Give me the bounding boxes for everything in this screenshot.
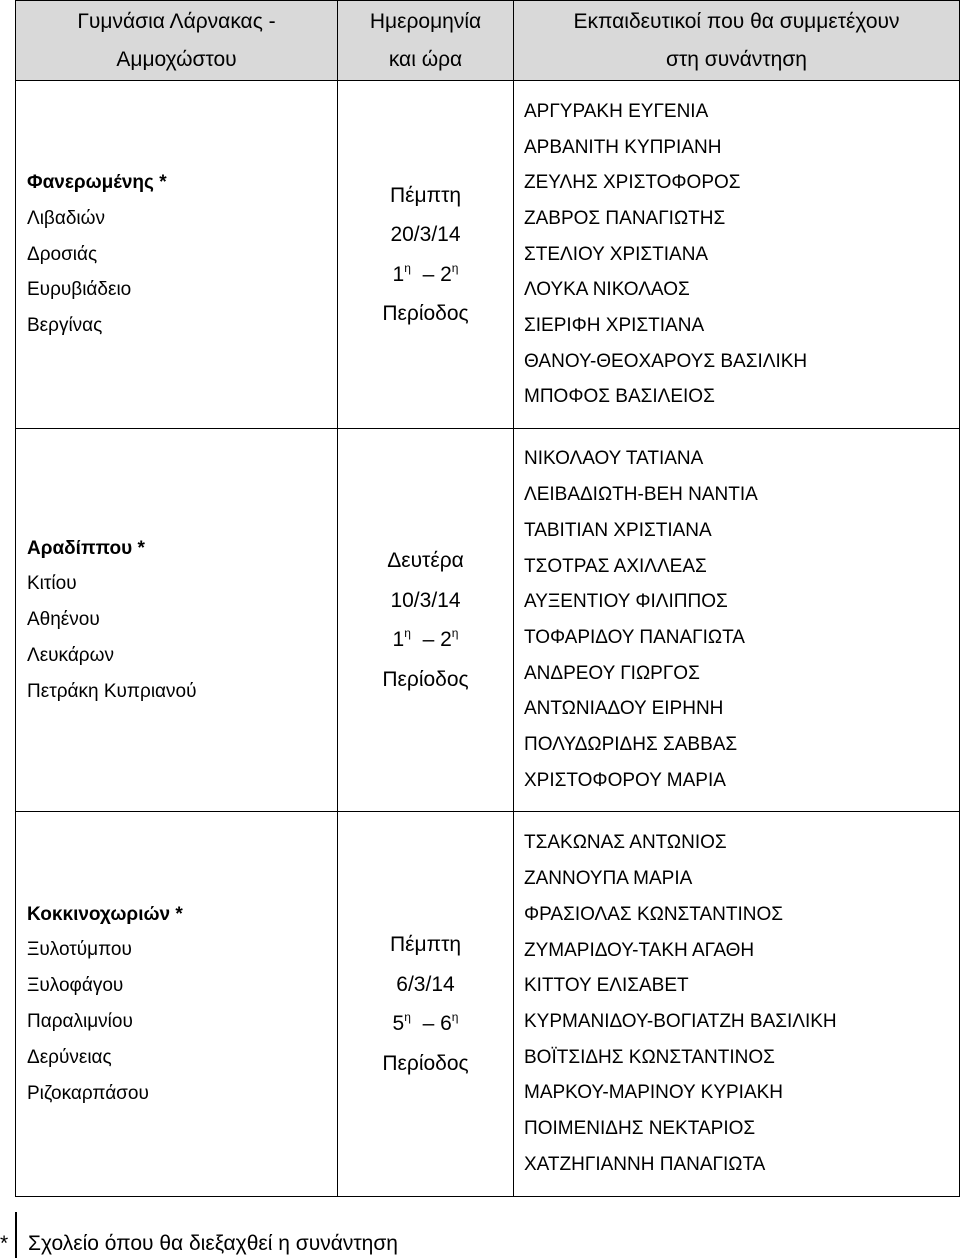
teacher-name: ΛΕΙΒΑΔΙΩΤΗ-ΒΕΗ ΝΑΝΤΙΑ (524, 484, 758, 506)
teacher-name: ΤΟΦΑΡΙΔΟΥ ΠΑΝΑΓΙΩΤΑ (524, 627, 745, 648)
period-start: 1 (392, 262, 405, 286)
teacher-name: ΜΠΟΦΟΣ ΒΑΣΙΛΕΙΟΣ (524, 386, 715, 408)
teacher-name: ΠΟΛΥΔΩΡΙΔΗΣ ΣΑΒΒΑΣ (524, 734, 738, 756)
school-name: Κιτίου (27, 573, 77, 595)
ordinal-sup: η (404, 626, 411, 640)
teachers-cell (514, 81, 960, 429)
meeting-periods: $1^\eta - 2^\eta$ (392, 626, 459, 651)
teacher-name: ΚΙΤΤΟΥ ΕΛΙΣΑΒΕΤ (524, 975, 689, 997)
table-row (16, 429, 960, 812)
teacher-name: ΤΣΑΚΩΝΑΣ ΑΝΤΩΝΙΟΣ (524, 832, 727, 854)
meeting-day: Πέμπτη (389, 933, 462, 956)
header-text: στη συνάντηση (666, 47, 807, 71)
teachers-cell (514, 812, 960, 1197)
footnote-text: Σχολείο όπου θα διεξαχθεί η συνάντηση (28, 1232, 398, 1255)
datetime-cell (338, 81, 514, 429)
teacher-name: ΘΑΝΟΥ-ΘΕΟΧΑΡΟΥΣ ΒΑΣΙΛΙΚΗ (524, 350, 808, 372)
period-start: 5 (392, 1012, 405, 1035)
ordinal-sup: η (404, 260, 411, 275)
teacher-name: ΖΥΜΑΡΙΔΟΥ-ΤΑΚΗ ΑΓΑΘΗ (524, 939, 755, 961)
period-end: 6 (440, 1012, 452, 1035)
meeting-date: 20/3/14 (390, 223, 461, 246)
teacher-name: ΦΡΑΣΙΟΛΑΣ ΚΩΝΣΤΑΝΤΙΝΟΣ (524, 903, 784, 925)
ordinal-sup: η (451, 1010, 459, 1024)
school-name: Βεργίνας (27, 315, 103, 337)
teacher-name: ΣΤΕΛΙΟΥ ΧΡΙΣΤΙΑΝΑ (524, 243, 709, 265)
datetime-cell (338, 429, 514, 812)
header-text: Αμμοχώστου (116, 47, 237, 71)
schools-cell (16, 429, 338, 812)
teacher-name: ΖΑΝΝΟΥΠΑ ΜΑΡΙΑ (524, 868, 693, 890)
period-end: 2 (440, 628, 452, 651)
school-name: Παραλιμνίου (27, 1011, 133, 1032)
school-name: Ξυλοτύμπου (27, 939, 132, 961)
teacher-name: ΑΡΒΑΝΙΤΗ ΚΥΠΡΙΑΝΗ (524, 136, 722, 158)
teacher-name: ΖΕΥΛΗΣ ΧΡΙΣΤΟΦΟΡΟΣ (524, 172, 741, 194)
footnote-marker: * (0, 1232, 9, 1255)
teacher-name: ΠΟΙΜΕΝΙΔΗΣ ΝΕΚΤΑΡΙΟΣ (524, 1118, 756, 1140)
meeting-day: Πέμπτη (389, 183, 462, 207)
teacher-name: ΜΑΡΚΟΥ-ΜΑΡΙΝΟΥ ΚΥΡΙΑΚΗ (524, 1082, 784, 1104)
teacher-name: ΑΡΓΥΡΑΚΗ ΕΥΓΕΝΙΑ (524, 100, 709, 122)
header-text: Εκπαιδευτικοί που θα συμμετέχουν (573, 9, 900, 33)
table-row (16, 81, 960, 429)
teacher-name: ΛΟΥΚΑ ΝΙΚΟΛΑΟΣ (524, 279, 690, 301)
header-row (16, 1, 960, 81)
teacher-name: ΧΡΙΣΤΟΦΟΡΟΥ ΜΑΡΙΑ (524, 769, 726, 791)
school-name: Ριζοκαρπάσου (27, 1082, 149, 1104)
host-school: Φανερωμένης * (27, 172, 167, 193)
school-name: Ευρυβιάδειο (27, 279, 132, 301)
period-start: 1 (392, 628, 405, 651)
period-label: Περίοδος (382, 302, 469, 325)
table-row (16, 812, 960, 1197)
header-text: Ημερομηνία (369, 9, 482, 33)
period-label: Περίοδος (382, 1051, 469, 1075)
host-school: Αραδίππου * (27, 537, 145, 559)
meeting-date: 6/3/14 (396, 972, 455, 996)
teachers-cell (514, 429, 960, 812)
teacher-name: ΧΑΤΖΗΓΙΑΝΝΗ ΠΑΝΑΓΙΩΤΑ (524, 1153, 766, 1175)
header-text: Γυμνάσια Λάρνακας - (77, 9, 276, 33)
teacher-name: ΑΝΤΩΝΙΑΔΟΥ ΕΙΡΗΝΗ (524, 698, 724, 720)
teacher-name: ΒΟΪΤΣΙΔΗΣ ΚΩΝΣΤΑΝΤΙΝΟΣ (524, 1046, 775, 1068)
school-name: Ξυλοφάγου (27, 975, 124, 997)
teacher-name: ΝΙΚΟΛΑΟΥ ΤΑΤΙΑΝΑ (524, 448, 704, 470)
school-name: Δερύνειας (27, 1046, 112, 1068)
teacher-name: ΑΝΔΡΕΟΥ ΓΙΩΡΓΟΣ (524, 662, 700, 684)
ordinal-sup: η (404, 1010, 411, 1024)
teacher-name: ΑΥΞΕΝΤΙΟΥ ΦΙΛΙΠΠΟΣ (524, 591, 728, 613)
header-text: και ώρα (388, 47, 463, 71)
school-name: Δροσιάς (27, 243, 98, 265)
schools-cell (16, 81, 338, 429)
school-name: Λιβαδιών (27, 207, 105, 229)
footnote (0, 1230, 398, 1258)
school-name: Λευκάρων (27, 644, 114, 666)
ordinal-sup: η (451, 260, 459, 275)
datetime-cell (338, 812, 514, 1197)
teacher-name: ΣΙΕΡΙΦΗ ΧΡΙΣΤΙΑΝΑ (524, 315, 705, 337)
meeting-periods: $5^\eta - 6^\eta$ (392, 1010, 459, 1035)
schools-cell (16, 812, 338, 1197)
teacher-name: ΚΥΡΜΑΝΙΔΟΥ-ΒΟΓΙΑΤΖΗ ΒΑΣΙΛΙΚΗ (524, 1011, 837, 1032)
teacher-name: ΤΑΒΙΤΙΑΝ ΧΡΙΣΤΙΑΝΑ (524, 519, 712, 541)
meeting-day: Δευτέρα (387, 549, 464, 572)
period-label: Περίοδος (382, 667, 469, 691)
meeting-periods: $1^\eta - 2^\eta$ (392, 260, 459, 286)
teacher-name: ΤΣΟΤΡΑΣ ΑΧΙΛΛΕΑΣ (524, 555, 707, 577)
period-end: 2 (440, 262, 452, 286)
header-datetime (338, 1, 514, 81)
meeting-date: 10/3/14 (390, 588, 461, 612)
schedule-table (15, 0, 960, 1197)
school-name: Αθηένου (27, 609, 100, 631)
header-schools (16, 1, 338, 81)
header-teachers (514, 1, 960, 81)
ordinal-sup: η (451, 626, 459, 640)
school-name: Πετράκη Κυπριανού (27, 680, 197, 702)
teacher-name: ΖΑΒΡΟΣ ΠΑΝΑΓΙΩΤΗΣ (524, 207, 726, 229)
host-school: Κοκκινοχωριών * (27, 903, 183, 925)
